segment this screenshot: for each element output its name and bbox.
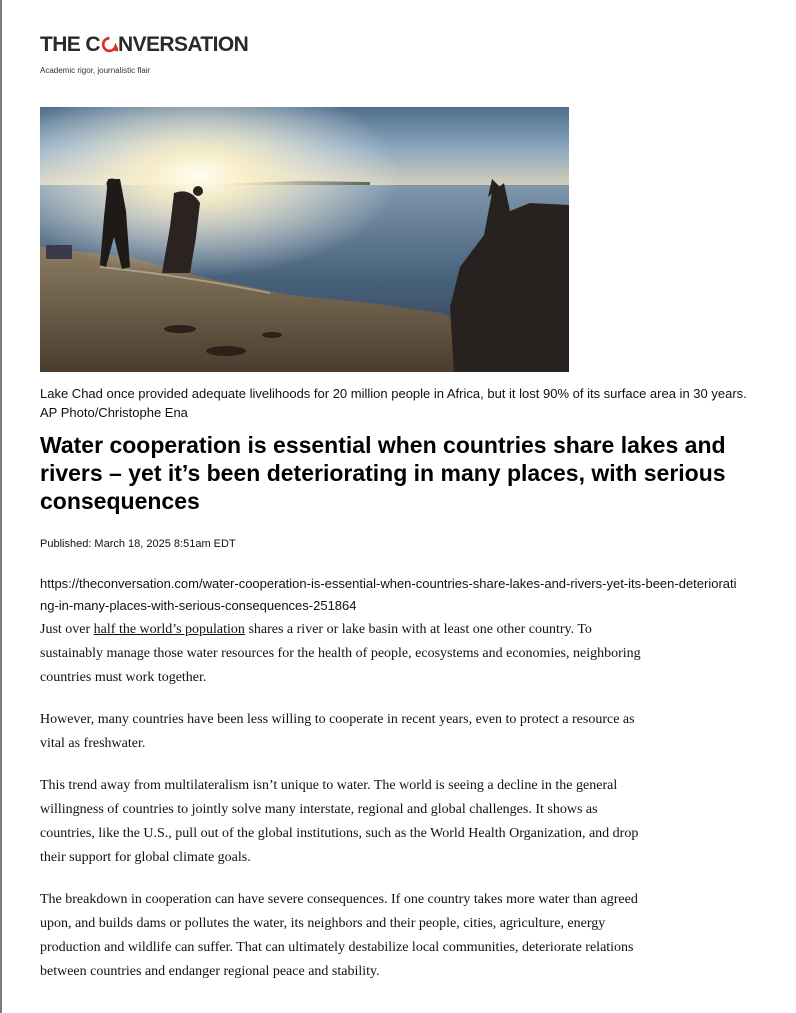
paragraph-1-start: Just over [40,622,94,637]
site-logo[interactable] [40,33,248,57]
paragraph-1-end: shares a river or lake basin with at least one other country. To sustainably manage those water resources for the health of people, ecosystems and economies, neighboring countries must work together. [40,622,641,685]
article-body [40,618,650,1002]
site-tagline: Academic rigor, journalistic flair [40,66,151,75]
speech-bubble-logo-icon [101,36,118,53]
lake-chad-photo [40,107,569,372]
published-date: Published: March 18, 2025 8:51am EDT [40,538,236,550]
half-world-population-link[interactable]: half the world’s population [93,622,245,637]
article-url[interactable]: https://theconversation.com/water-cooperation-is-essential-when-countries-share-lakes-and-rivers-yet-its-been-deteriorating-in-many-places-with-serious-consequences-251864 [40,576,737,613]
photo-credit: AP Photo/Christophe Ena [40,405,188,420]
paragraph-2: However, many countries have been less willing to cooperate in recent years, even to protect a resource as vital as freshwater. [40,712,635,751]
article-headline: Water cooperation is essential when countries share lakes and rivers – yet it’s been deteriorating in many places, with serious consequences [40,432,726,514]
logo-text-end: NVERSATION [118,33,249,56]
paragraph-4: The breakdown in cooperation can have severe consequences. If one country takes more water than agreed upon, and builds dams or pollutes the water, its neighbors and their people, cities, agriculture, energy production and wildlife can suffer. That can ultimately destabilize local communities, deteriorate relations between countries and endanger regional peace and stability. [40,892,638,979]
paragraph-3: This trend away from multilateralism isn’t unique to water. The world is seeing a decline in the general willingness of countries to jointly solve many interstate, regional and global challenges. It shows as countries, like the U.S., pull out of the global institutions, such as the World Health Organization, and drop their support for global climate goals. [40,778,639,865]
paragraph-1 [40,618,650,690]
page-left-border [0,0,2,1013]
logo-text-start: THE C [40,33,101,56]
photo-caption: Lake Chad once provided adequate livelihoods for 20 million people in Africa, but it lost 90% of its surface area in 30 years. [40,386,747,401]
